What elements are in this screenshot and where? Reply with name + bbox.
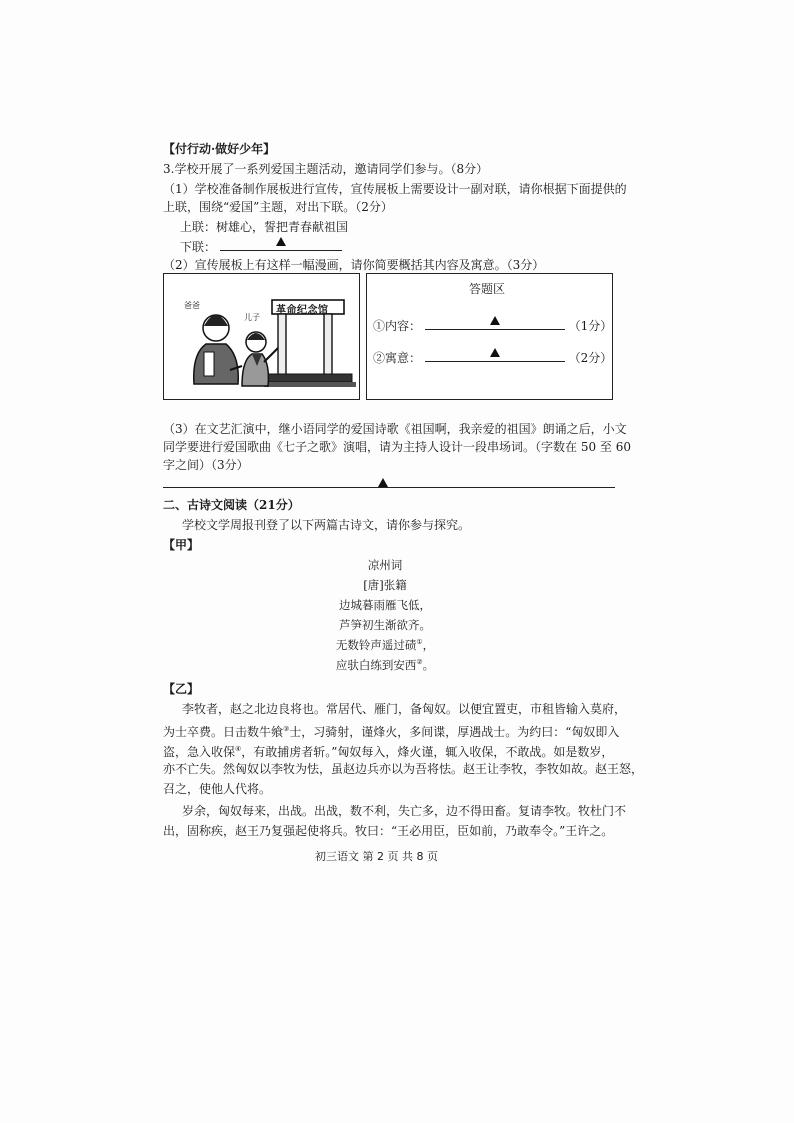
poem-title: 凉州词 — [367, 558, 403, 572]
q3-part1-line2: 上联，围绕“爱国”主题，对出下联。（2分） — [163, 200, 393, 214]
answer-meaning-row — [373, 351, 612, 365]
yi-label: 【乙】 — [163, 682, 200, 696]
prose-line-1: 李牧者，赵之北边良将也。常居代、雁门，备匈奴。以便宜置吏，市租皆输入莫府， — [182, 702, 627, 716]
dad-hair — [204, 315, 228, 326]
comic-sign-text: 革命纪念馆 — [276, 305, 329, 316]
prose-line-2b: 士，习骑射，谨烽火，多间谍，厚遇战士。为约曰：“匈奴即入 — [289, 725, 620, 739]
prose-line-2-row — [163, 722, 619, 739]
part2-intro: 学校文学周报刊登了以下两篇古诗文，请你参与探究。 — [182, 518, 471, 532]
note-mark-2: ② — [416, 658, 423, 667]
answer-box — [366, 273, 613, 400]
prose-line-3a: 盗，急入收保 — [163, 745, 236, 759]
gate-pillar-right — [324, 314, 332, 376]
poem-line-3: 无数铃声遥过碛 — [335, 638, 417, 652]
prose-line-4: 亦不亡失。然匈奴以李牧为怯，虽赵边兵亦以为吾将怯。赵王让李牧，李牧如故。赵王怒， — [163, 762, 644, 776]
upper-couplet-text: 树雄心，誓把青春献祖国 — [216, 220, 349, 234]
poem-line-2: 芦笋初生渐欲齐。 — [339, 618, 431, 632]
upper-couplet-label: 上联： — [180, 220, 217, 234]
section-title-action: 【付行动·做好少年】 — [163, 142, 276, 156]
poem-line-4-row: 应驮白练到安西②。 — [335, 658, 435, 672]
q3-part3-answer-line[interactable] — [163, 487, 615, 488]
answer-meaning-label: ②寓意： — [373, 351, 422, 365]
lower-couplet-answer-line[interactable] — [220, 240, 342, 251]
note-mark-1: ① — [416, 638, 423, 647]
prose-line-6: 岁余，匈奴每来，出战。出战，数不利，失亡多，边不得田畜。复请李牧。牧杜门不 — [182, 804, 627, 818]
poem-line-4: 应驮白练到安西 — [335, 658, 417, 672]
dad-body — [194, 344, 239, 384]
jia-label: 【甲】 — [163, 538, 200, 552]
triangle-marker-icon — [378, 478, 388, 487]
comic-label-son: 儿子 — [244, 313, 260, 322]
gate-base — [264, 382, 356, 387]
poem-author: [唐]张籍 — [363, 578, 407, 592]
upper-couplet — [180, 220, 348, 234]
comic-illustration — [164, 274, 359, 399]
dad-book — [204, 352, 214, 376]
poem-line-3-row: 无数铃声遥过碛①， — [335, 638, 435, 652]
answer-content-line[interactable] — [425, 319, 565, 330]
q3-part2: （2）宣传展板上有这样一幅漫画，请你简要概括其内容及寓意。（3分） — [163, 258, 545, 272]
answer-content-score: （1分） — [568, 319, 613, 333]
answer-box-title: 答题区 — [469, 282, 506, 296]
answer-meaning-score: （2分） — [568, 351, 613, 365]
son-pointing-arm — [264, 348, 278, 362]
q3-part3-line2: 同学要进行爱国歌曲《七子之歌》演唱，请为主持人设计一段串场词。（字数在 50 至 60 — [163, 440, 631, 454]
note-mark-4: ④ — [235, 745, 242, 753]
triangle-marker-icon — [490, 348, 500, 357]
comic-label-dad: 爸爸 — [184, 301, 200, 310]
q3-part3-line3: 字之间）（3分） — [163, 458, 249, 472]
lower-couplet — [180, 240, 342, 254]
triangle-marker-icon — [490, 316, 500, 325]
gate-steps — [268, 374, 352, 382]
q3-part3-line1: （3）在文艺汇演中，继小语同学的爱国诗歌《祖国啊，我亲爱的祖国》朗诵之后，小文 — [163, 422, 627, 436]
gate-pillar-left — [278, 314, 286, 376]
question-3-stem: 3.学校开展了一系列爱国主题活动，邀请同学们参与。（8分） — [163, 162, 489, 176]
page-footer: 初三语文 第 2 页 共 8 页 — [315, 850, 438, 863]
prose-line-3b: ，有敢捕虏者斩。”匈奴每入，烽火谨，辄入收保，不敢战。如是数岁， — [241, 745, 614, 759]
answer-content-row — [373, 319, 612, 333]
note-mark-3: ③ — [283, 725, 290, 733]
answer-meaning-line[interactable] — [425, 351, 565, 362]
comic-panel — [163, 273, 360, 400]
prose-line-7: 出，固称疾，赵王乃复强起使将兵。牧曰：“王必用臣，臣如前，乃敢奉令。”王许之。 — [163, 824, 614, 838]
lower-couplet-label: 下联： — [180, 240, 217, 254]
q3-part1-line1: （1）学校准备制作展板进行宣传，宣传展板上需要设计一副对联，请你根据下面提供的 — [163, 182, 627, 196]
poem-line-1: 边城暮雨雁飞低， — [339, 598, 431, 612]
answer-content-label: ①内容： — [373, 319, 422, 333]
triangle-marker-icon — [276, 237, 286, 246]
prose-line-5: 召之，使他人代将。 — [163, 782, 272, 796]
prose-line-2a: 为士卒费。日击数牛飨 — [163, 725, 284, 739]
prose-line-3-row — [163, 742, 613, 759]
part2-title: 二、古诗文阅读（21分） — [163, 498, 300, 512]
